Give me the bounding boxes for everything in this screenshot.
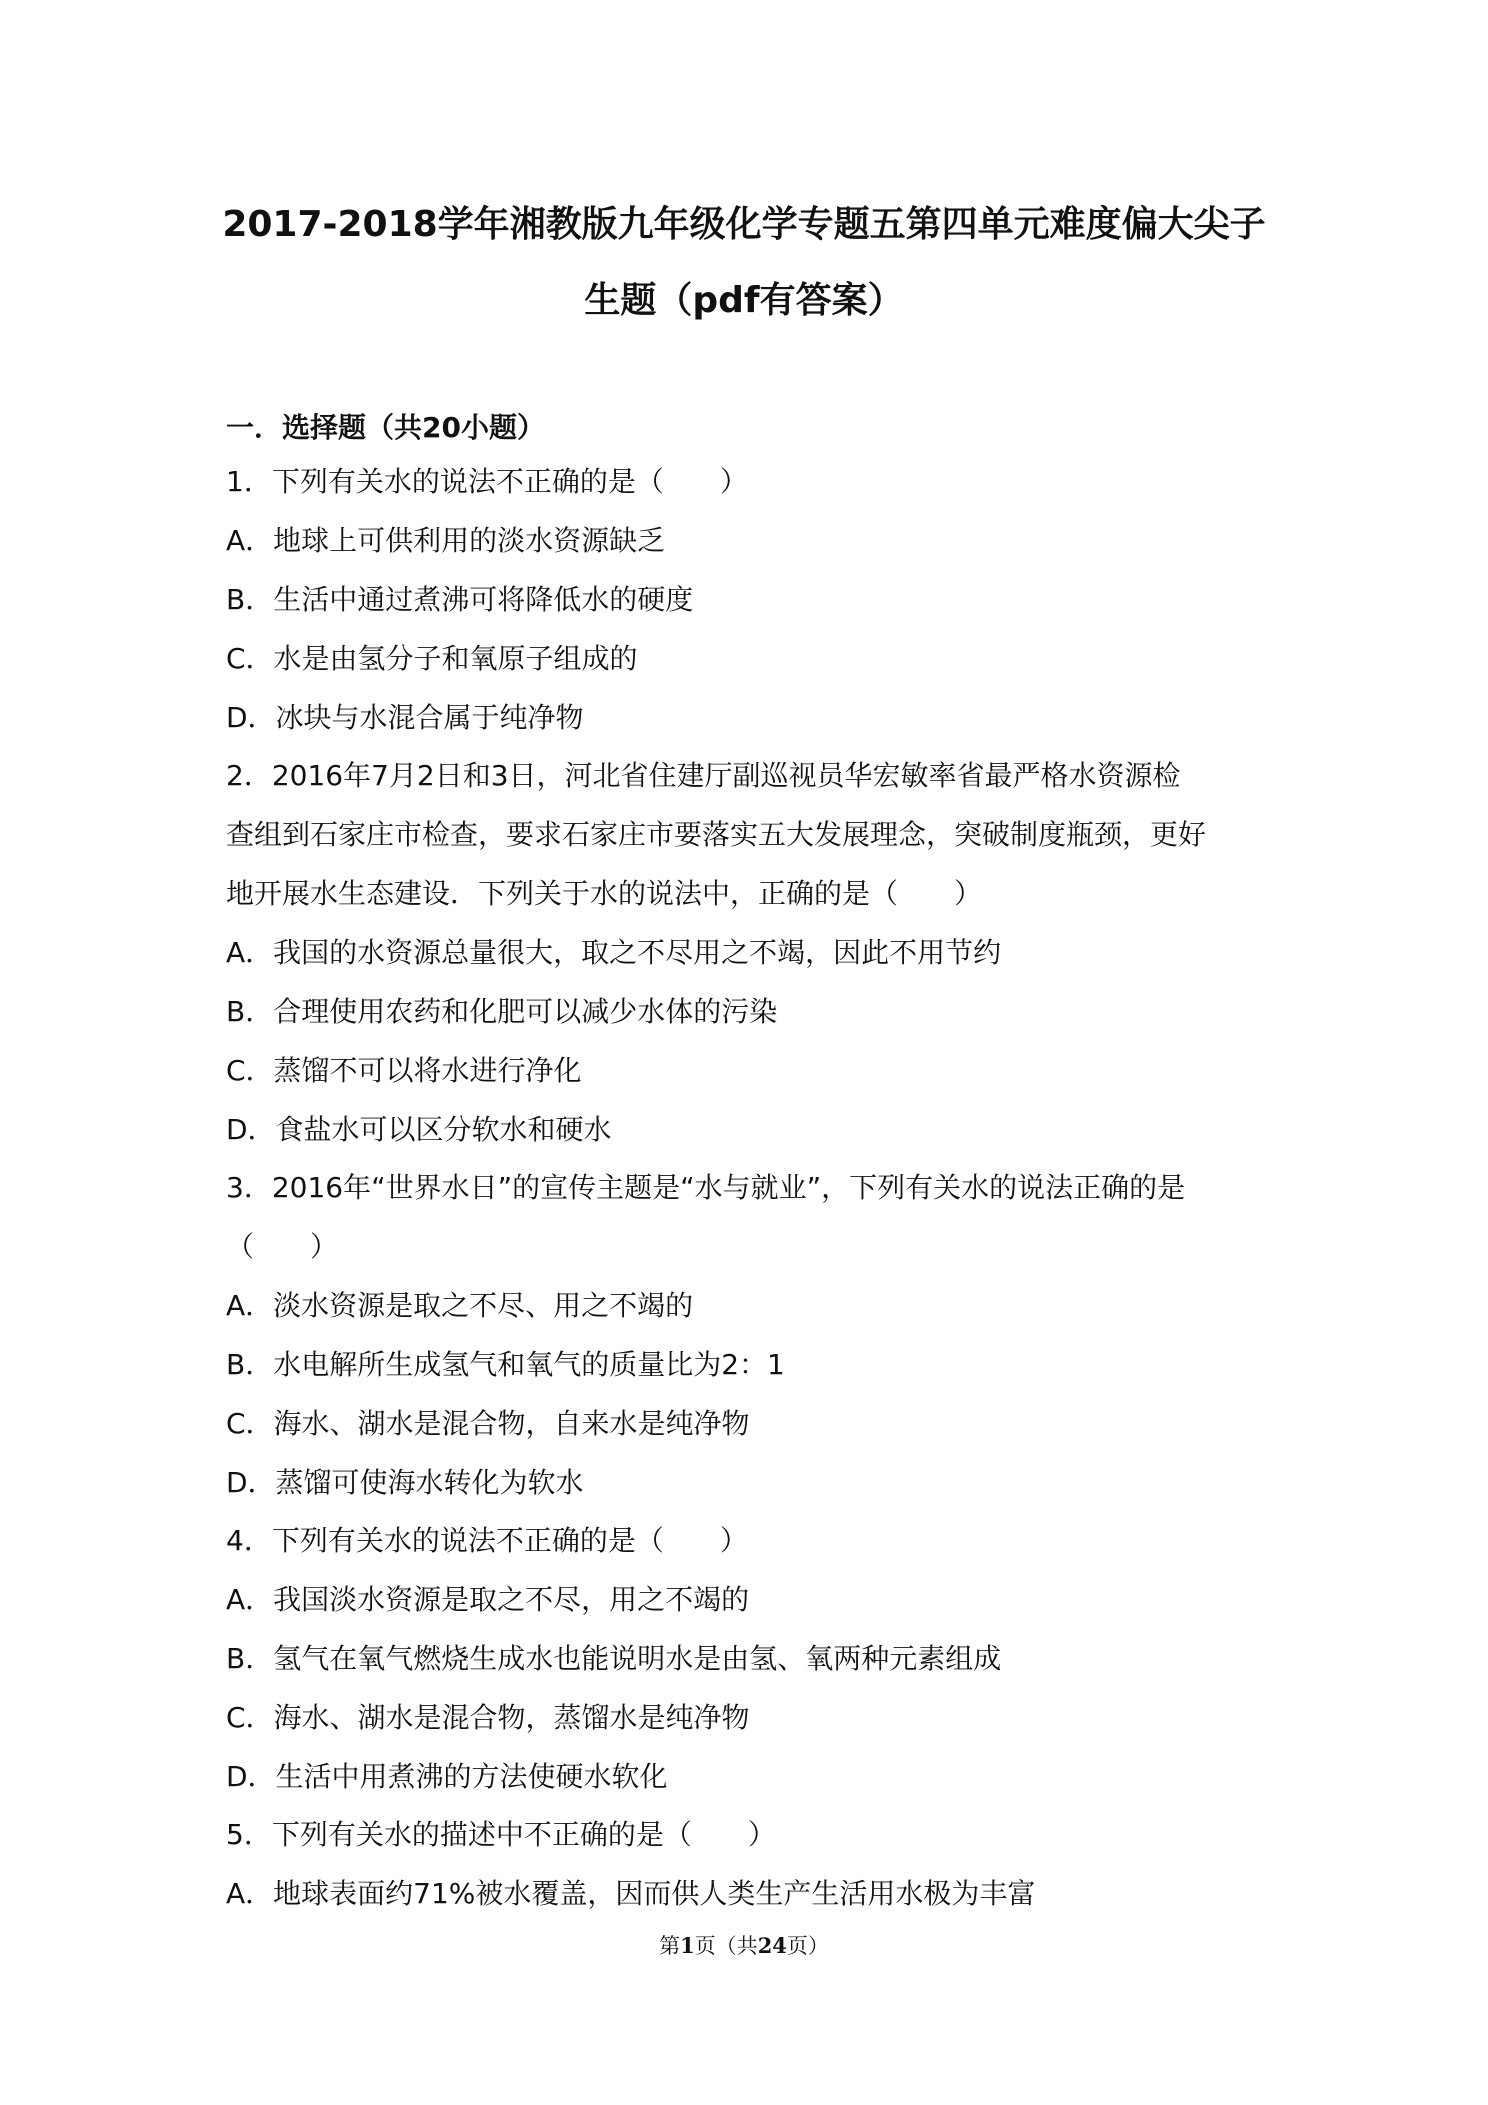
question-1-option-c: C．水是由氢分子和氧原子组成的 <box>226 642 638 675</box>
question-4-option-b: B．氢气在氧气燃烧生成水也能说明水是由氢、氧两种元素组成 <box>226 1642 1002 1675</box>
question-1-option-b: B．生活中通过煮沸可将降低水的硬度 <box>226 583 694 616</box>
question-3-option-d: D．蒸馏可使海水转化为软水 <box>226 1466 584 1499</box>
footer-page-number: 1 <box>680 1933 695 1958</box>
footer-suffix: 页） <box>786 1934 829 1958</box>
question-3-stem-line-1: 3．2016年“世界水日”的宣传主题是“水与就业”，下列有关水的说法正确的是 <box>226 1171 1186 1204</box>
question-2-option-d: D．食盐水可以区分软水和硬水 <box>226 1113 612 1146</box>
footer-total-pages: 24 <box>757 1933 787 1958</box>
question-1-option-d: D．冰块与水混合属于纯净物 <box>226 701 584 734</box>
question-2-option-a: A．我国的水资源总量很大，取之不尽用之不竭，因此不用节约 <box>226 936 1002 969</box>
question-2-stem-line-3: 地开展水生态建设．下列关于水的说法中，正确的是（ ） <box>226 877 983 910</box>
question-3-option-b: B．水电解所生成氢气和氧气的质量比为2：1 <box>226 1348 785 1381</box>
question-4-option-a: A．我国淡水资源是取之不尽，用之不竭的 <box>226 1583 750 1616</box>
question-1-stem: 1．下列有关水的说法不正确的是（ ） <box>226 465 748 498</box>
document-title-line-1: 2017-2018学年湘教版九年级化学专题五第四单元难度偏大尖子 <box>222 204 1266 245</box>
question-4-option-d: D．生活中用煮沸的方法使硬水软化 <box>226 1760 668 1793</box>
footer-middle: 页（共 <box>694 1934 758 1958</box>
question-2-stem-line-1: 2．2016年7月2日和3日，河北省住建厅副巡视员华宏敏率省最严格水资源检 <box>226 759 1181 792</box>
footer-prefix: 第 <box>659 1934 681 1958</box>
page-footer <box>0 1930 1488 1960</box>
question-1-option-a: A．地球上可供利用的淡水资源缺乏 <box>226 524 666 557</box>
question-3-stem-line-2: （ ） <box>226 1230 339 1263</box>
question-3-option-c: C．海水、湖水是混合物，自来水是纯净物 <box>226 1407 750 1440</box>
question-4-option-c: C．海水、湖水是混合物，蒸馏水是纯净物 <box>226 1701 750 1734</box>
question-5-option-a: A．地球表面约71%被水覆盖，因而供人类生产生活用水极为丰富 <box>226 1877 1036 1910</box>
question-3-option-a: A．淡水资源是取之不尽、用之不竭的 <box>226 1289 694 1322</box>
question-5-stem: 5．下列有关水的描述中不正确的是（ ） <box>226 1818 776 1851</box>
document-title-line-2: 生题（pdf有答案） <box>584 280 904 321</box>
question-2-option-c: C．蒸馏不可以将水进行净化 <box>226 1054 582 1087</box>
question-4-stem: 4．下列有关水的说法不正确的是（ ） <box>226 1524 748 1557</box>
section-heading: 一．选择题（共20小题） <box>226 411 545 444</box>
question-2-option-b: B．合理使用农药和化肥可以减少水体的污染 <box>226 995 778 1028</box>
question-2-stem-line-2: 查组到石家庄市检查，要求石家庄市要落实五大发展理念，突破制度瓶颈，更好 <box>226 818 1207 851</box>
